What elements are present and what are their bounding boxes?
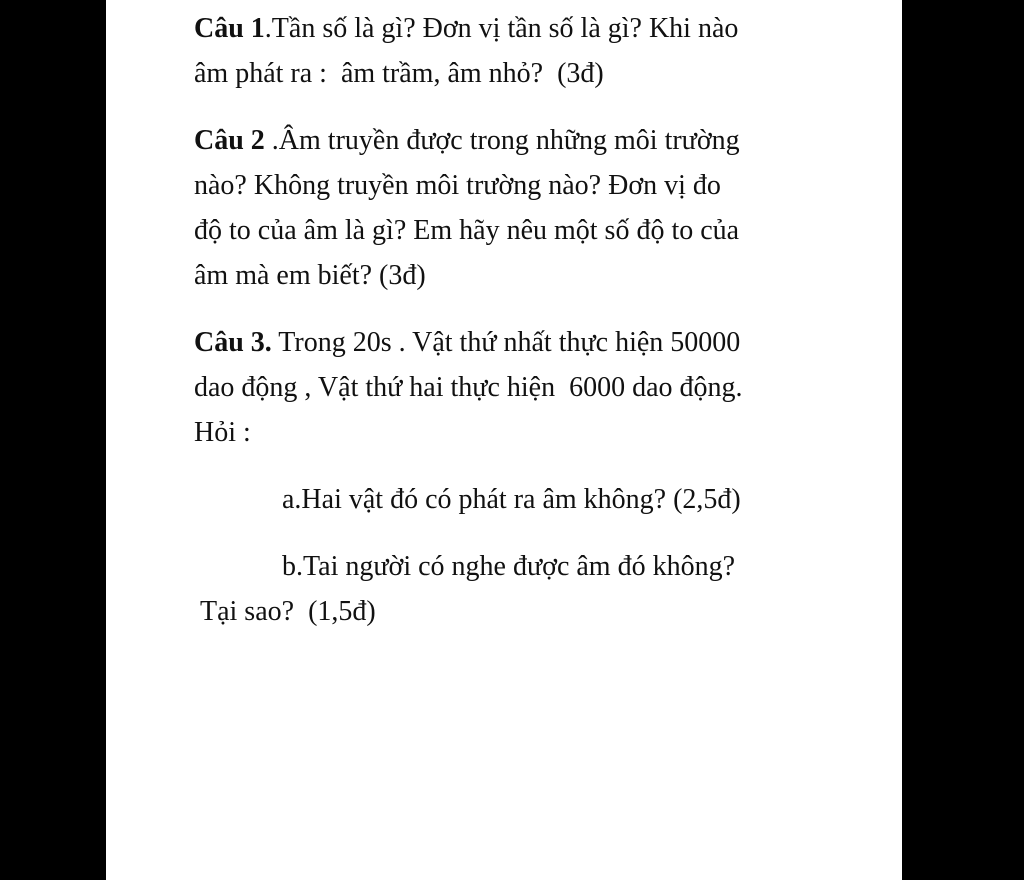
question-1-line-2: âm phát ra : âm trầm, âm nhỏ? (3đ) [194, 58, 604, 89]
question-1 [194, 6, 874, 96]
question-3-label: Câu 3. [194, 327, 272, 358]
question-3-line-1 [194, 320, 874, 365]
question-3-line-3: Hỏi : [194, 417, 251, 448]
question-1-text-1: .Tần số là gì? Đơn vị tần số là gì? Khi nào [264, 13, 739, 44]
question-3-line-2: dao động , Vật thứ hai thực hiện 6000 dao động. [194, 372, 743, 403]
question-3-part-a-text: a.Hai vật đó có phát ra âm không? (2,5đ) [282, 484, 741, 515]
question-3-text-1: Trong 20s . Vật thứ nhất thực hiện 50000 [271, 327, 741, 358]
question-2-line-4: âm mà em biết? (3đ) [194, 260, 426, 291]
question-3-part-b-line-2: Tại sao? (1,5đ) [200, 596, 376, 627]
question-3-part-a [194, 477, 874, 522]
question-2-label: Câu 2 [194, 125, 265, 156]
question-2-line-1 [194, 118, 874, 163]
question-3-part-b [194, 544, 874, 634]
question-2-text-1: .Âm truyền được trong những môi trường [264, 125, 740, 156]
document-content [194, 6, 874, 656]
question-3 [194, 320, 874, 455]
question-1-label: Câu 1 [194, 13, 265, 44]
question-2 [194, 118, 874, 298]
document-page [106, 0, 902, 880]
question-2-line-2: nào? Không truyền môi trường nào? Đơn vị đo [194, 170, 721, 201]
question-3-part-b-line-1: b.Tai người có nghe được âm đó không? [282, 551, 736, 582]
question-1-line-1 [194, 6, 874, 51]
question-2-line-3: độ to của âm là gì? Em hãy nêu một số độ to của [194, 215, 740, 246]
